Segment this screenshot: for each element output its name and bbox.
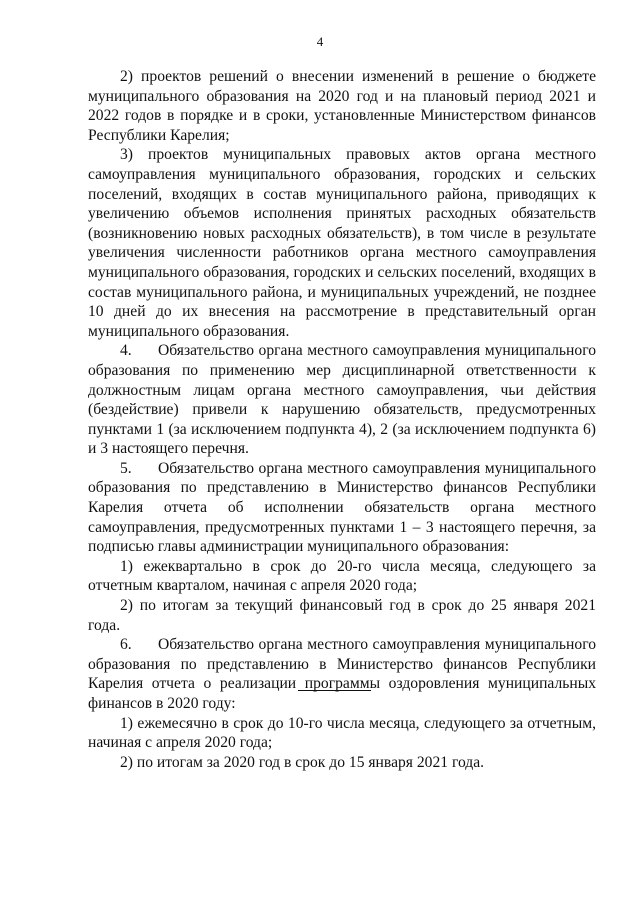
paragraph-item-6-subitem-2 (88, 753, 596, 773)
paragraph-item-6-subitem-1 (88, 714, 596, 753)
paragraph-text: 3) проектов муниципальных правовых актов органа местного самоуправления муниципального образования, городских и сельских поселений, входящих в состав муниципального района, приводящих к увеличению объемов исполнения принятых расходных обязательств (возникновению новых расходных обязательств), в том числе в результате увеличения численности работников органа местного самоуправления муниципального образования, городских и сельских поселений, входящих в состав муниципального района, и муниципальных учреждений, не позднее 10 дней до их внесения на рассмотрение в представительный орган муниципального образования. (88, 146, 596, 340)
page-number: 4 (316, 34, 324, 49)
paragraph-item-4 (88, 341, 596, 459)
paragraph-text: 1) ежемесячно в срок до 10-го числа месяца, следующего за отчетным, начиная с апреля 2020 года; (88, 714, 596, 752)
paragraph-number: 5. (120, 459, 132, 477)
paragraph-text: 1) ежеквартально в срок до 20-го числа месяца, следующего за отчетным кварталом, начиная с апреля 2020 года; (88, 557, 596, 595)
paragraph-text: 2) проектов решений о внесении изменений в решение о бюджете муниципального образования на 2020 год и на плановый период 2021 и 2022 годов в порядке и в сроки, установленные Министерством финансов Республики Карелия; (88, 68, 596, 144)
document-body (88, 67, 596, 772)
paragraph-number: 6. (120, 636, 132, 654)
paragraph-text: Обязательство органа местного самоуправления муниципального образования по представлению в Министерство финансов Республики Карелия отчета об исполнении обязательств органа местного самоуправления, предусмотренных пунктами 1 – 3 настоящего перечня, за подписью главы администрации муниципального образования: (88, 459, 596, 556)
paragraph-item-5 (88, 459, 596, 557)
paragraph-number: 4. (120, 342, 132, 360)
closing-separator-line (298, 690, 371, 691)
paragraph-item-5-subitem-2 (88, 596, 596, 635)
paragraph-item-6 (88, 635, 596, 713)
paragraph-text: Обязательство органа местного самоуправления муниципального образования по применению мер дисциплинарной ответственности к должностным лицам органа местного самоуправления, чьи действия (бездействие) привели к нарушению обязательств, предусмотренных пунктами 1 (за исключением подпункта 4), 2 (за исключением подпункта 6) и 3 настоящего перечня. (88, 342, 596, 458)
paragraph-item-5-subitem-1 (88, 557, 596, 596)
paragraph-text: Обязательство органа местного самоуправления муниципального образования по представлению в Министерство финансов Республики Карелия отчета о реализации программы оздоровления муниципальных финансов в 2020 году: (88, 636, 596, 712)
paragraph-text: 2) по итогам за текущий финансовый год в срок до 25 января 2021 года. (88, 597, 596, 634)
paragraph-text: 2) по итогам за 2020 год в срок до 15 января 2021 года. (120, 753, 485, 771)
paragraph-subitem-2 (88, 67, 596, 145)
paragraph-subitem-3 (88, 145, 596, 341)
